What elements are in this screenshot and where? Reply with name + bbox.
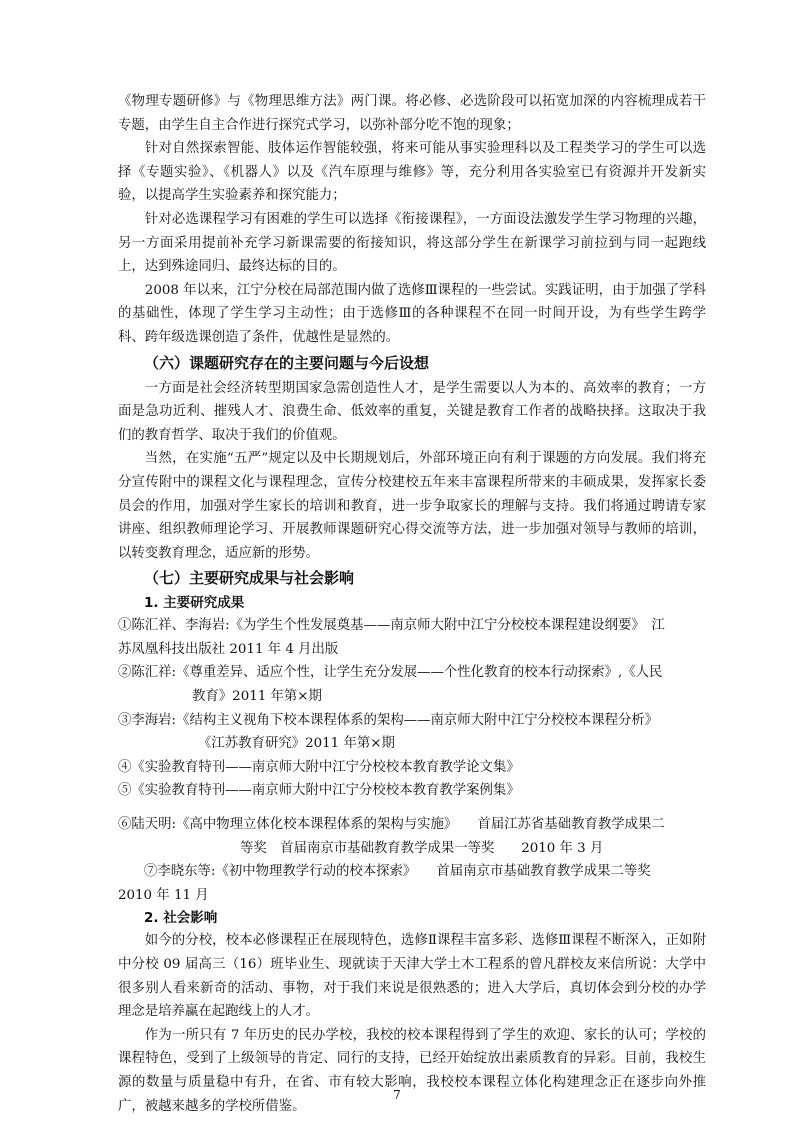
reference-line: 2010 年 11 月 (118, 887, 209, 903)
reference-line: ①陈汇祥、李海岩:《为学生个性发展奠基——南京师大附中江宁分校校本课程建设纲要》 江 (118, 618, 665, 634)
reference-item (118, 813, 706, 860)
reference-item (118, 756, 706, 780)
reference-line: 苏凤凰科技出版社 2011 年 4 月出版 (118, 641, 339, 657)
reference-line: ④《实验教育特刊——南京师大附中江宁分校校本教育教学论文集》 (118, 759, 520, 775)
paragraph: 针对必选课程学习有困难的学生可以选择《衔接课程》，一方面设法激发学生学习物理的兴趣，另一方面采用提前补充学习新课需要的衔接知识，将这部分学生在新课学习前拉到与同一起跑线上，达到殊途同归、最终达标的目的。 (118, 211, 706, 275)
subheading-research-results: 1. 主要研究成果 (144, 595, 245, 612)
reference-line: 教育》2011 年第×期 (192, 689, 322, 705)
reference-line: ⑦李晓东等:《初中物理教学行动的校本探索》 首届南京市基础教育教学成果二等奖 (144, 864, 651, 880)
reference-line: 《江苏教育研究》2011 年第×期 (198, 736, 395, 752)
paragraph: 一方面是社会经济转型期国家急需创造性人才，是学生需要以人为本的、高效率的教育；一方面是急功近利、摧残人才、浪费生命、低效率的重复，关键是教育工作者的战略抉择。这取决于我们的教育哲学、取决于我们的价值观。 (118, 380, 706, 443)
reference-line: ⑤《实验教育特刊——南京师大附中江宁分校校本教育教学案例集》 (118, 783, 520, 799)
reference-item (118, 779, 706, 803)
page-content (118, 90, 706, 1118)
reference-item (118, 709, 706, 756)
reference-item (118, 661, 706, 708)
section-heading-7: （七）主要研究成果与社会影响 (144, 569, 355, 588)
reference-line: 等奖 首届南京市基础教育教学成果一等奖 2010 年 3 月 (240, 840, 604, 856)
reference-line: ③李海岩:《结构主义视角下校本课程体系的架构——南京师大附中江宁分校校本课程分析》 (118, 712, 659, 728)
reference-item (118, 614, 706, 661)
paragraph: 如今的分校，校本必修课程正在展现特色，选修Ⅱ课程丰富多彩、选修Ⅲ课程不断深入，正如附中分校 09 届高三（16）班毕业生、现就读于天津大学土木工程系的曾凡群校友来信所说：大学中很多别人看来新奇的活动、事物，对于我们来说是很熟悉的；进入大学后，真切体会到分校的办学理念是培养赢在起跑线上的人才。 (118, 933, 706, 1020)
subheading-social-impact: 2. 社会影响 (144, 910, 218, 927)
paragraph: 作为一所只有 7 年历史的民办学校，我校的校本课程得到了学生的欢迎、家长的认可；学校的课程特色，受到了上级领导的肯定、同行的支持，已经开始绽放出素质教育的异彩。目前，我校生源的数量与质量稳中有升，在省、市有较大影响，我校校本课程立体化构建理念正在逐步向外推广，被越来越多的学校所借鉴。 (118, 1027, 706, 1114)
reference-line: ⑥陆天明:《高中物理立体化校本课程体系的架构与实施》 首届江苏省基础教育教学成果二 (118, 817, 665, 833)
paragraph: 2008 年以来，江宁分校在局部范围内做了选修Ⅲ课程的一些尝试。实践证明，由于加强了学科的基础性，体现了学生学习主动性；由于选修Ⅲ的各种课程不在同一时间开设，为有些学生跨学科、跨年级选课创造了条件，优越性是显然的。 (118, 282, 706, 345)
reference-item (118, 860, 706, 907)
page-number: 7 (393, 1088, 401, 1102)
section-heading-6: （六）课题研究存在的主要问题与今后设想 (144, 353, 430, 372)
reference-line: ②陈汇祥:《尊重差异、适应个性，让学生充分发展——个性化教育的校本行动探索》,《人民 (118, 665, 663, 681)
paragraph: 针对自然探索智能、肢体运作智能较强，将来可能从事实验理科以及工程类学习的学生可以选择《专题实验》、《机器人》以及《汽车原理与维修》等，充分利用各实验室已有资源并开发新实验，以提高学生实验素养和探究能力； (118, 141, 706, 204)
paragraph: 《物理专题研修》与《物理思维方法》两门课。将必修、必选阶段可以拓宽加深的内容梳理成若干专题，由学生自主合作进行探究式学习，以弥补部分吃不饱的现象； (118, 94, 706, 133)
paragraph: 当然，在实施“五严”规定以及中长期规划后，外部环境正向有利于课题的方向发展。我们将充分宣传附中的课程文化与课程理念，宣传分校建校五年来丰富课程所带来的丰硕成果，发挥家长委员会的作用，加强对学生家长的培训和教育，进一步争取家长的理解与支持。我们将通过聘请专家讲座、组织教师理论学习、开展教师课题研究心得交流等方法，进一步加强对领导与教师的培训，以转变教育理念，适应新的形势。 (118, 451, 706, 561)
